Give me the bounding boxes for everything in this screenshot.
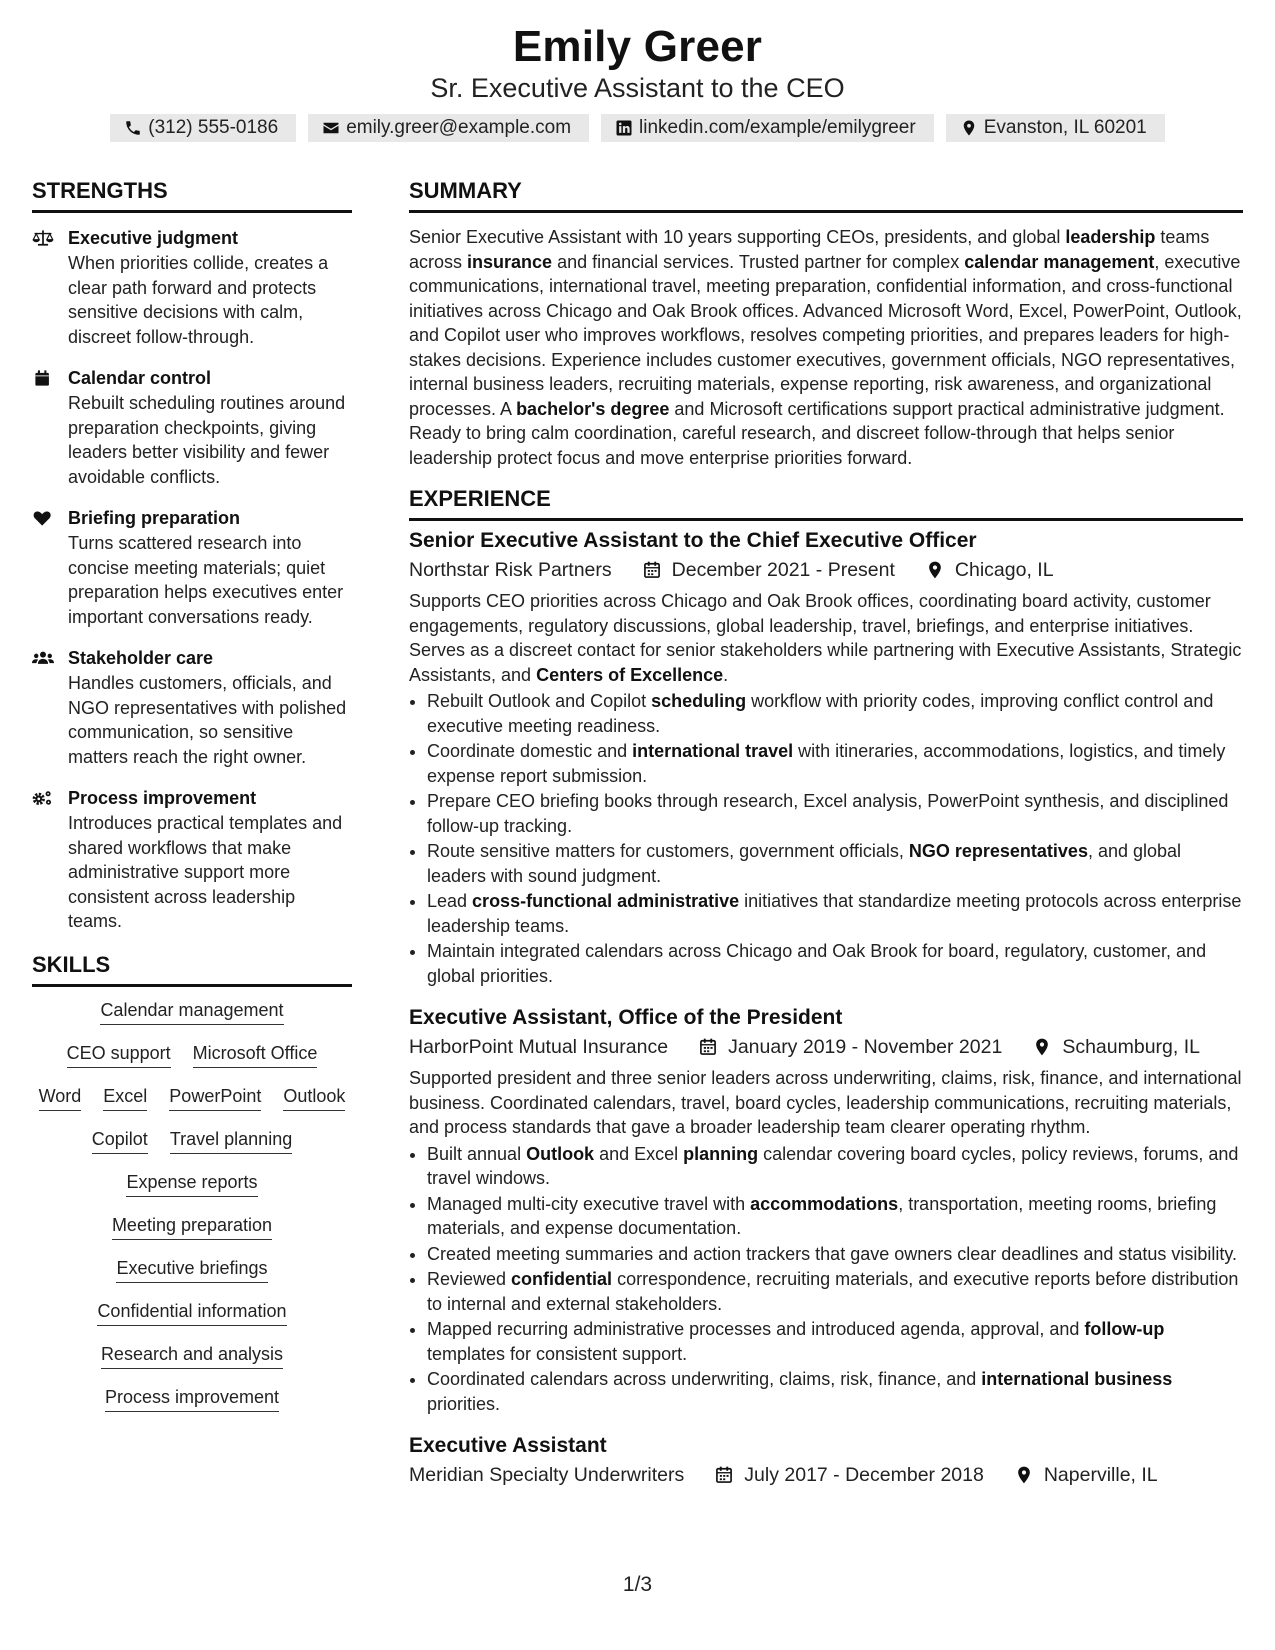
skills-row <box>32 1042 352 1068</box>
bold-keyword: Centers of Excellence <box>536 664 724 685</box>
contact-linkedin-text: linkedin.com/example/emilygreer <box>639 117 916 138</box>
text-run: templates for consistent support. <box>427 1343 688 1364</box>
strength-item <box>32 785 352 934</box>
text-run: , executive communications, international travel, meeting preparation, confidential information, and cross-functional initiatives across Chicago and Oak Brook offices. Advanced Microsoft Word, Excel, PowerPoint, Outlook, and Copilot user who improves workflows, resolves competing priorities, and prepares leaders for high-stakes decisions. Experience includes customer executives, government officials, NGO representatives, internal business leaders, recruiting materials, expense reporting, risk awareness, and organizational processes. A <box>409 251 1242 419</box>
strength-item <box>32 645 352 769</box>
bold-keyword: accommodations <box>750 1193 899 1214</box>
text-run: , transportation, meeting rooms, briefing materials, and expense documentation. <box>427 1193 1217 1238</box>
bold-keyword: international travel <box>632 741 794 761</box>
bullet-item <box>427 839 1243 888</box>
job-location: Chicago, IL <box>954 559 1054 581</box>
job-company: HarborPoint Mutual Insurance <box>409 1036 669 1058</box>
text-run: Lead <box>427 891 473 911</box>
text-run: Created meeting summaries and action trackers that gave owners clear deadlines and status visibility. <box>427 1243 1238 1264</box>
map-pin-icon <box>1032 1037 1052 1057</box>
linkedin-icon <box>615 119 633 137</box>
contact-phone[interactable] <box>110 114 296 142</box>
skill-tag: Outlook <box>283 1085 345 1111</box>
skills-row <box>32 1386 352 1412</box>
job-title: Senior Executive Assistant to the Chief Executive Officer <box>409 529 977 552</box>
skills-row <box>32 1300 352 1326</box>
strength-item <box>32 225 352 349</box>
job-meta <box>409 1032 1243 1062</box>
strength-desc: Handles customers, officials, and NGO representatives with polished communication, so sensitive matters reach the right owner. <box>68 673 347 767</box>
text-run: Senior Executive Assistant with 10 years supporting CEOs, presidents, and global <box>409 227 1066 247</box>
skill-tag: CEO support <box>67 1042 171 1068</box>
bullet-item <box>427 889 1243 938</box>
strength-title: Briefing preparation <box>68 508 241 528</box>
strengths-heading: STRENGTHS <box>32 178 352 213</box>
map-pin-icon <box>925 560 945 580</box>
bold-keyword: bachelor's degree <box>516 398 670 419</box>
contact-phone-text: (312) 555-0186 <box>148 117 279 138</box>
job-location: Schaumburg, IL <box>1062 1036 1200 1058</box>
skill-tag: PowerPoint <box>169 1085 261 1111</box>
strength-title: Process improvement <box>68 788 257 808</box>
experience-list <box>409 527 1243 1490</box>
strength-title: Executive judgment <box>68 228 239 248</box>
bold-keyword: Outlook <box>526 1143 595 1164</box>
job-bullets <box>409 1142 1243 1417</box>
strength-title: Stakeholder care <box>68 648 214 668</box>
heart-icon <box>32 509 54 527</box>
skills-list <box>32 999 352 1412</box>
bullet-item <box>427 1267 1243 1316</box>
job-entry <box>409 1432 1243 1490</box>
text-run: . <box>723 664 729 685</box>
bullet-item <box>427 1192 1243 1241</box>
skill-tag: Confidential information <box>97 1300 286 1326</box>
bold-keyword: confidential <box>511 1269 613 1289</box>
text-run: correspondence, recruiting materials, and executive reports before distribution to internal and external stakeholders. <box>427 1269 1239 1314</box>
text-run: Maintain integrated calendars across Chicago and Oak Brook for board, regulatory, customer, and global priorities. <box>427 941 1207 986</box>
bold-keyword: insurance <box>467 251 553 272</box>
skills-row <box>32 1171 352 1197</box>
envelope-icon <box>322 119 340 137</box>
strength-item <box>32 365 352 489</box>
text-run: Reviewed <box>427 1269 512 1289</box>
text-run: and Microsoft certifications support practical administrative judgment. Ready to bring calm coordination, careful research, and discreet follow-through that helps senior leadership protect focus and move enterprise priorities forward. <box>409 398 1225 468</box>
text-run: with itineraries, accommodations, logistics, and timely expense report submission. <box>427 741 1226 786</box>
job-description <box>409 589 1243 687</box>
bullet-item <box>427 1242 1243 1267</box>
job-dates: July 2017 - December 2018 <box>744 1464 984 1486</box>
text-run: Coordinated calendars across underwriting, claims, risk, finance, and <box>427 1369 982 1389</box>
text-run: Prepare CEO briefing books through research, Excel analysis, PowerPoint synthesis, and disciplined follow-up tracking. <box>427 791 1229 836</box>
skill-tag: Travel planning <box>170 1128 292 1154</box>
strength-title: Calendar control <box>68 368 212 388</box>
text-run: , and global leaders with sound judgment. <box>427 841 1182 886</box>
contact-location <box>946 114 1165 142</box>
job-company: Northstar Risk Partners <box>409 559 612 581</box>
job-entry <box>409 527 1243 988</box>
bullet-item <box>427 789 1243 838</box>
map-pin-icon <box>960 119 978 137</box>
skills-row <box>32 999 352 1025</box>
bullet-item <box>427 1317 1243 1366</box>
skill-tag: Copilot <box>92 1128 148 1154</box>
candidate-name: Emily Greer <box>512 22 763 71</box>
bold-keyword: calendar management <box>964 251 1155 272</box>
contact-location-text: Evanston, IL 60201 <box>983 117 1147 138</box>
job-entry <box>409 1004 1243 1416</box>
contact-bar <box>0 114 1275 142</box>
users-icon <box>32 649 54 667</box>
bullet-item <box>427 1142 1243 1191</box>
skill-tag: Process improvement <box>105 1386 279 1412</box>
bold-keyword: leadership <box>1065 227 1156 247</box>
text-run: Mapped recurring administrative processes and introduced agenda, approval, and <box>427 1319 1085 1339</box>
calendar-icon <box>32 369 54 387</box>
bullet-item <box>427 1367 1243 1416</box>
bullet-item <box>427 939 1243 988</box>
bold-keyword: NGO representatives <box>908 841 1088 861</box>
strength-desc: Introduces practical templates and shared workflows that make administrative support more consistent across leadership teams. <box>68 813 343 931</box>
bold-keyword: follow-up <box>1084 1319 1165 1339</box>
bullet-item <box>427 739 1243 788</box>
text-run: Built annual <box>427 1143 527 1164</box>
text-run: Supports CEO priorities across Chicago and Oak Brook offices, coordinating board activity, customer engagements, regulatory discussions, global leadership, travel, briefings, and enterprise initiatives. Serves as a discreet contact for senior stakeholders while partnering with Executive Assistants, Strategic Assistants, and <box>409 591 1242 685</box>
text-run: calendar covering board cycles, policy reviews, forums, and travel windows. <box>427 1143 1239 1188</box>
job-title: Executive Assistant, Office of the President <box>409 1006 843 1029</box>
skills-heading: SKILLS <box>32 952 352 987</box>
calendar-icon <box>714 1465 734 1485</box>
job-meta <box>409 1460 1243 1490</box>
contact-linkedin[interactable] <box>601 114 934 142</box>
skill-tag: Executive briefings <box>116 1257 267 1283</box>
job-description <box>409 1066 1243 1140</box>
skills-row <box>32 1257 352 1283</box>
text-run: priorities. <box>427 1393 501 1414</box>
job-company: Meridian Specialty Underwriters <box>409 1464 685 1486</box>
job-dates: December 2021 - Present <box>671 559 895 581</box>
strength-item <box>32 505 352 629</box>
contact-email-text: emily.greer@example.com <box>346 117 572 138</box>
experience-heading: EXPERIENCE <box>409 486 1243 521</box>
skill-tag: Research and analysis <box>101 1343 283 1369</box>
job-dates: January 2019 - November 2021 <box>728 1036 1003 1058</box>
bullet-item <box>427 689 1243 738</box>
bold-keyword: international business <box>981 1369 1173 1389</box>
skill-tag: Calendar management <box>100 999 283 1025</box>
skill-tag: Word <box>39 1085 82 1111</box>
skill-tag: Expense reports <box>126 1171 257 1197</box>
scale-icon <box>32 229 54 247</box>
job-location: Naperville, IL <box>1043 1464 1158 1486</box>
text-run: Route sensitive matters for customers, government officials, <box>427 841 909 861</box>
skills-row <box>32 1343 352 1369</box>
text-run: Managed multi-city executive travel with <box>427 1193 751 1214</box>
text-run: workflow with priority codes, improving conflict control and executive meeting readiness. <box>427 691 1214 736</box>
text-run: Coordinate domestic and <box>427 741 633 761</box>
skill-tag: Meeting preparation <box>112 1214 272 1240</box>
gears-icon <box>32 789 54 807</box>
right-column <box>409 178 1243 1506</box>
text-run: initiatives that standardize meeting protocols across enterprise leadership teams. <box>427 891 1242 936</box>
summary-text <box>409 225 1243 470</box>
skills-row <box>32 1085 352 1111</box>
phone-icon <box>124 119 142 137</box>
strength-desc: Turns scattered research into concise meeting materials; quiet preparation helps executives enter important conversations ready. <box>68 533 344 627</box>
calendar-icon <box>698 1037 718 1057</box>
page-number: 1/3 <box>622 1573 653 1596</box>
skills-row <box>32 1214 352 1240</box>
skill-tag: Excel <box>103 1085 147 1111</box>
strength-desc: Rebuilt scheduling routines around preparation checkpoints, giving leaders better visibility and fewer avoidable conflicts. <box>68 393 346 487</box>
text-run: and Excel <box>594 1143 684 1164</box>
skills-row <box>32 1128 352 1154</box>
text-run: and financial services. Trusted partner for complex <box>552 251 965 272</box>
strength-desc: When priorities collide, creates a clear path forward and protects sensitive decisions with calm, discreet follow-through. <box>68 253 329 347</box>
bold-keyword: cross-functional administrative <box>472 891 740 911</box>
job-title: Executive Assistant <box>409 1434 607 1457</box>
job-meta <box>409 555 1243 585</box>
text-run: Rebuilt Outlook and Copilot <box>427 691 652 711</box>
summary-heading: SUMMARY <box>409 178 1243 213</box>
bold-keyword: scheduling <box>651 691 747 711</box>
text-run: teams across <box>409 227 1210 272</box>
candidate-title: Sr. Executive Assistant to the CEO <box>430 73 845 103</box>
job-bullets <box>409 689 1243 988</box>
skill-tag: Microsoft Office <box>193 1042 318 1068</box>
contact-email[interactable] <box>308 114 589 142</box>
bold-keyword: planning <box>683 1143 759 1164</box>
map-pin-icon <box>1014 1465 1034 1485</box>
calendar-icon <box>642 560 662 580</box>
text-run: Supported president and three senior leaders across underwriting, claims, risk, finance, and international business. Coordinated calendars, travel, board cycles, leadership communications, recruiting materials, and process standards that gave a broader leadership team clearer operating rhythm. <box>409 1068 1242 1137</box>
resume-header <box>0 22 1275 142</box>
left-column <box>32 178 352 1429</box>
